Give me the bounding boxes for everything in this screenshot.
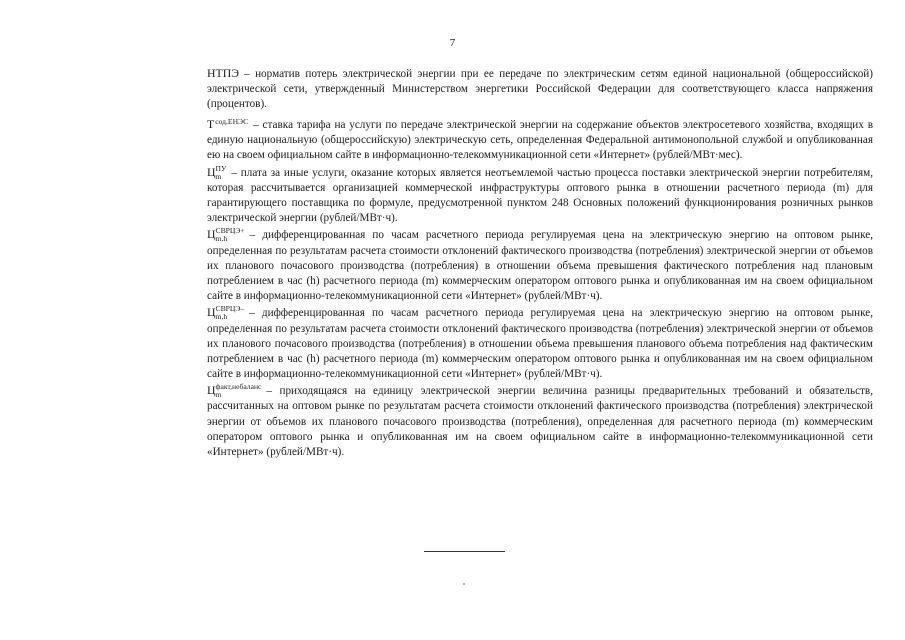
symbol-superscript: СВРЦЭ–	[215, 304, 245, 314]
symbol-superscript: факт,небаланс	[215, 382, 262, 392]
symbol-base: Т	[207, 116, 215, 131]
definitions-list	[207, 66, 873, 461]
symbol-base: НТПЭ	[207, 66, 240, 80]
definition-text: – приходящаяся на единицу электрической энергии величина разницы предварительных требований и обязательств, рассчитанных на оптовом рынке по результатам расчета стоимости отклонений фактического производства (потребления) электрической энергии от объемов их планового почасового производства (потребления), определенная для расчетного периода (m) коммерческим оператором оптового рынка и опубликованная им на своем официальном сайте в информационно-телекоммуникационной сети «Интернет» (рублей/МВт·ч).	[207, 385, 873, 458]
symbol-subscript: m	[215, 171, 222, 181]
definition-symbol	[207, 227, 245, 243]
definition-text: – дифференцированная по часам расчетного периода регулируемая цена на электрическую энергию на оптовом рынке, определенная по результатам расчета стоимости отклонений фактического производства (потребления) электрической энергии от объемов их планового почасового производства (потребления) в отношении объема превышения планового объема потребления над фактическим потреблением в час (h) расчетного периода (m) коммерческим оператором оптового рынка и опубликованная им на своем официальном сайте в информационно-телекоммуникационной сети «Интернет» (рублей/МВт·ч).	[207, 307, 873, 380]
definition-c-svrce-plus	[207, 227, 873, 303]
scan-artifact	[463, 583, 465, 585]
definition-symbol	[207, 114, 248, 133]
symbol-subscript: m	[215, 390, 222, 400]
definition-text: – дифференцированная по часам расчетного периода регулируемая цена на электрическую энергию на оптовом рынке, определенная по результатам расчета стоимости отклонений фактического производства (потребления) электрической энергии от объемов их планового почасового производства (потребления) в отношении объема превышения фактического потребления над плановым потреблением в час (h) расчетного периода (m) коммерческим оператором оптового рынка и опубликованная им на своем официальном сайте в информационно-телекоммуникационной сети «Интернет» (рублей/МВт·ч).	[207, 229, 873, 302]
definition-symbol	[207, 383, 261, 399]
definition-symbol	[207, 165, 226, 181]
definition-c-fakt-nebalans	[207, 383, 873, 459]
footer-divider	[424, 551, 505, 552]
symbol-base: Ц	[207, 305, 216, 320]
symbol-base: Ц	[207, 164, 216, 179]
page-number: 7	[449, 37, 456, 49]
definition-t-sod-enes	[207, 114, 873, 163]
symbol-subscript: m,h	[215, 234, 228, 244]
definition-ntpe	[207, 66, 873, 112]
definition-symbol	[207, 66, 239, 82]
definition-c-pu	[207, 165, 873, 226]
definition-text: – норматив потерь электрической энергии при ее передаче по электрическим сетям единой национальной (общероссийской) электрической сети, утвержденный Министерством энергетики Российской Федерации для соответствующего класса напряжения (процентов).	[207, 68, 873, 111]
symbol-subscript: m,h	[215, 312, 228, 322]
symbol-superscript: сод,ЕНЭС	[215, 116, 249, 126]
symbol-base: Ц	[207, 227, 216, 242]
definition-symbol	[207, 305, 244, 321]
definition-text: – ставка тарифа на услуги по передаче электрической энергии на содержание объектов электросетевого хозяйства, входящих в единую национальную (общероссийскую) электрическую сеть, определенная Федеральной антимонопольной службой и опубликованная ею на своем официальном сайте в информационно-телекоммуникационной сети «Интернет» (рублей/МВт·мес).	[207, 118, 873, 161]
symbol-superscript: ПУ	[215, 163, 227, 173]
definition-text: – плата за иные услуги, оказание которых является неотъемлемой частью процесса поставки электрической энергии потребителям, которая рассчитывается организацией коммерческой инфраструктуры оптового рынка в отношении расчетного периода (m) для гарантирующего поставщика по формуле, предусмотренной пунктом 248 Основных положений функционирования розничных рынков электрической энергии (рублей/МВт·ч).	[207, 166, 873, 224]
definition-c-svrce-minus	[207, 305, 873, 381]
symbol-base: Ц	[207, 383, 216, 398]
symbol-superscript: СВРЦЭ+	[215, 226, 245, 236]
